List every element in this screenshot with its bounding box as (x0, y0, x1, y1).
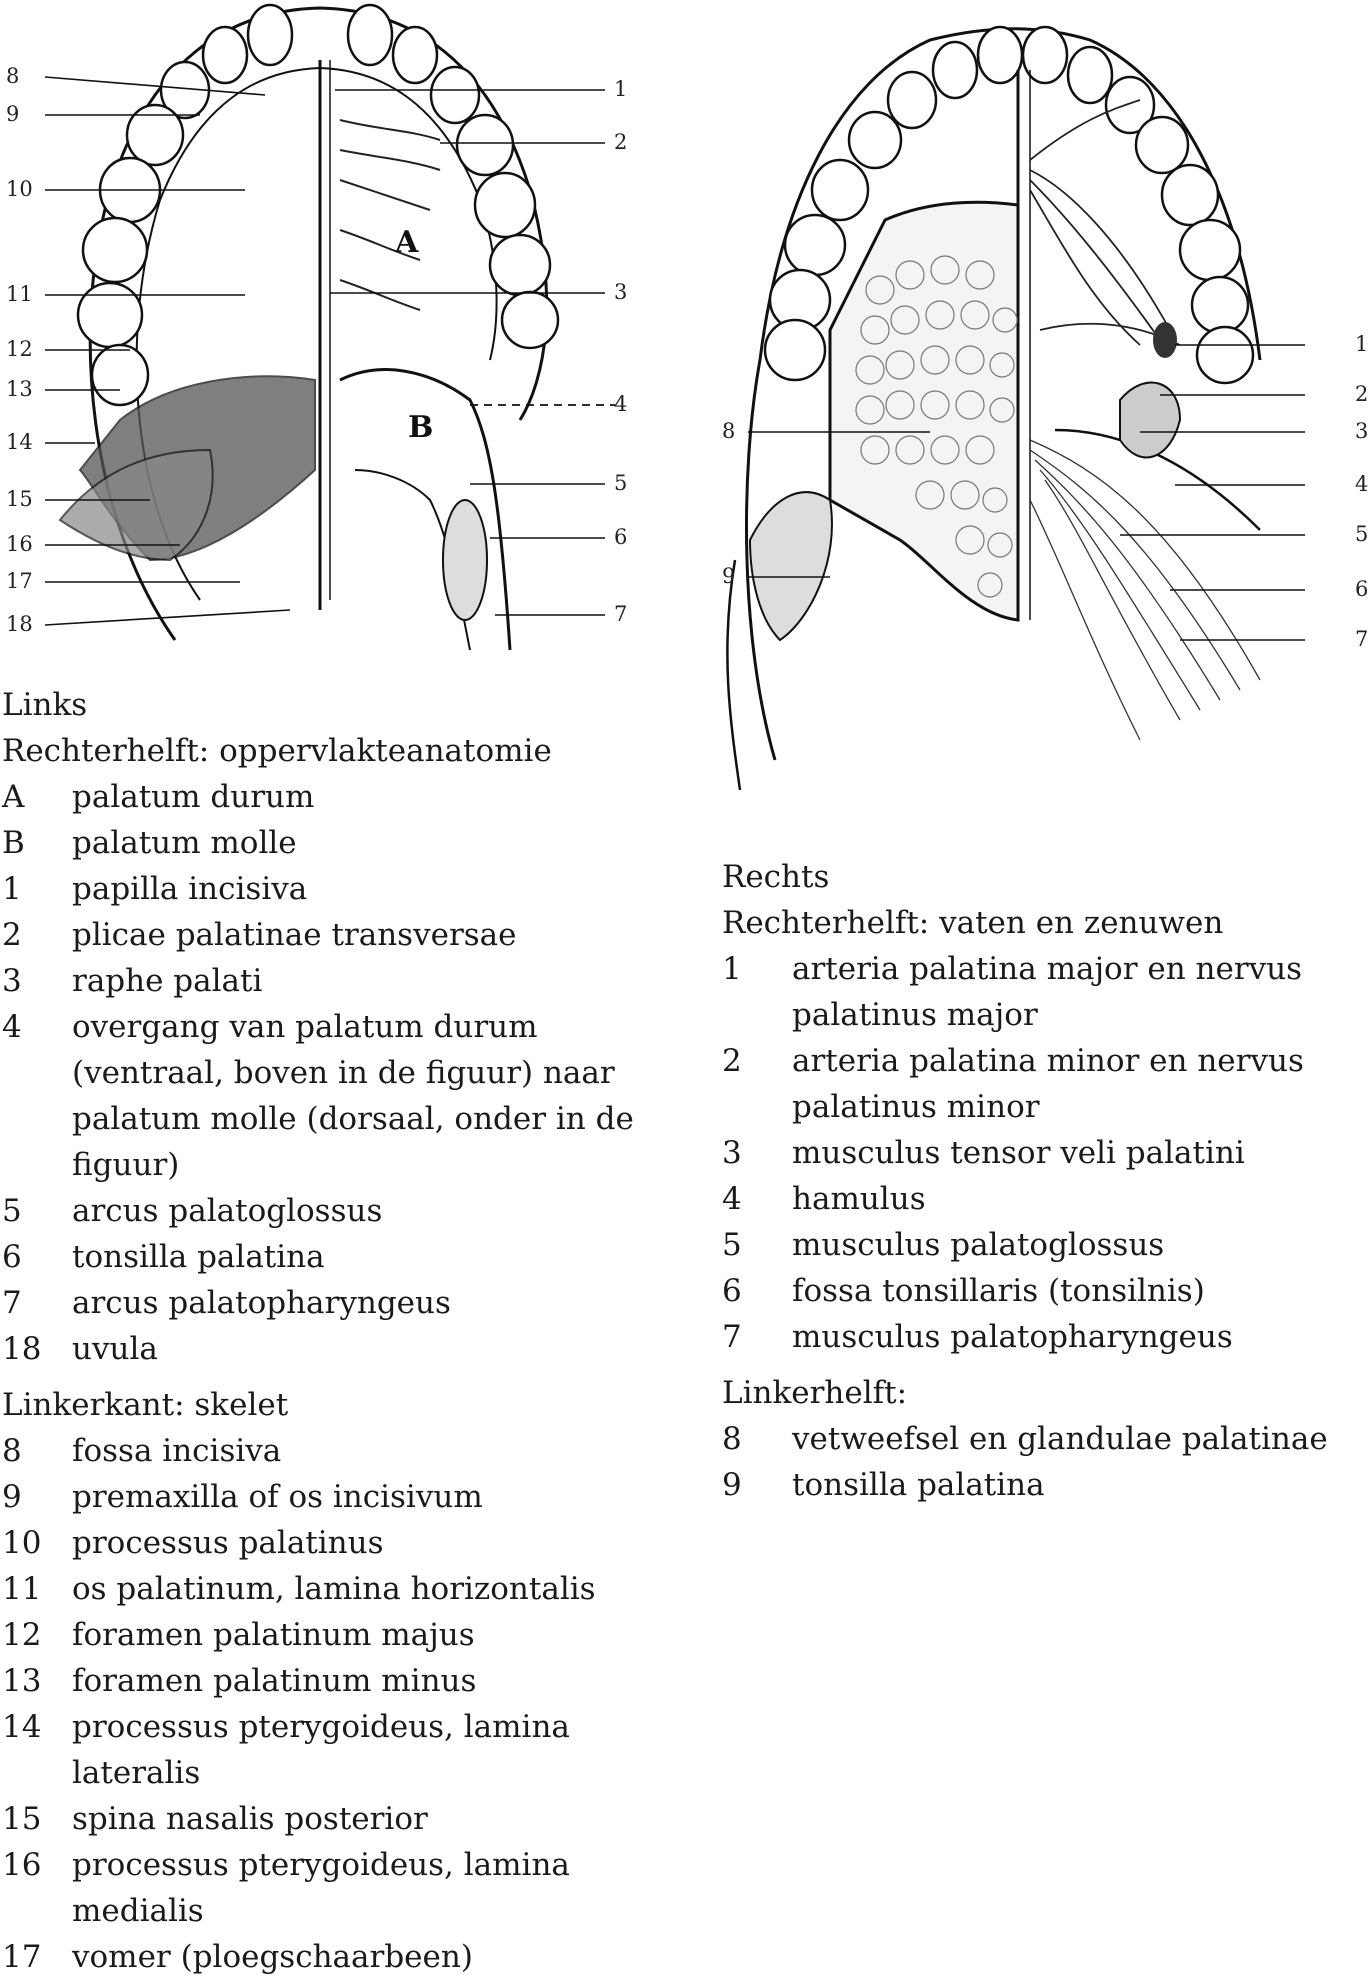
legend-text: vetweefsel en glandulae palatinae (792, 1421, 1328, 1457)
legend-text: processus palatinus (72, 1525, 384, 1561)
legend-right-subtitle-2: Linkerhelft: (722, 1375, 908, 1411)
left-fig-num-16: 16 (6, 532, 33, 556)
legend-key: 6 (722, 1273, 742, 1309)
legend-item (2, 1842, 692, 1934)
legend-key: A (2, 779, 25, 815)
legend-text: papilla incisiva (72, 871, 308, 907)
left-fig-num-5: 5 (614, 471, 628, 495)
legend-key: 12 (2, 1617, 42, 1653)
legend-left-subtitle: Rechterhelft: oppervlakteanatomie (2, 733, 552, 769)
legend-item (2, 1326, 692, 1372)
legend-item (722, 1130, 1362, 1176)
right-fig-num-7: 7 (1355, 627, 1369, 651)
legend-item (2, 820, 692, 866)
legend-text: arcus palatopharyngeus (72, 1285, 451, 1321)
legend-text: foramen palatinum majus (72, 1617, 475, 1653)
legend-item (2, 1704, 692, 1796)
legend-key: 1 (722, 951, 742, 987)
legend-key: 16 (2, 1847, 42, 1883)
legend-key: 5 (722, 1227, 742, 1263)
legend-item (2, 1796, 692, 1842)
legend-text: musculus tensor veli palatini (792, 1135, 1245, 1171)
legend-left-items (2, 774, 692, 1372)
legend-item (2, 1188, 692, 1234)
legend-item (2, 1428, 692, 1474)
legend-item (722, 1268, 1362, 1314)
legend-text: arcus palatoglossus (72, 1193, 383, 1229)
legend-key: 5 (2, 1193, 22, 1229)
legend-item (722, 946, 1362, 1038)
legend-right (722, 854, 1362, 1508)
left-fig-num-3: 3 (614, 280, 628, 304)
legend-item (722, 1038, 1362, 1130)
legend-key: 9 (722, 1467, 742, 1503)
region-label-a: A (395, 225, 419, 260)
legend-key: 11 (2, 1571, 42, 1607)
legend-key: 7 (2, 1285, 22, 1321)
legend-text: fossa tonsillaris (tonsilnis) (792, 1273, 1205, 1309)
legend-item (2, 1566, 692, 1612)
left-palate-drawing (0, 0, 700, 680)
legend-text: premaxilla of os incisivum (72, 1479, 483, 1515)
legend-key: 1 (2, 871, 22, 907)
legend-text: musculus palatoglossus (792, 1227, 1165, 1263)
legend-item (2, 1280, 692, 1326)
right-palate-figure (700, 0, 1371, 790)
legend-item (2, 774, 692, 820)
right-fig-num-4: 4 (1355, 472, 1369, 496)
legend-key: 7 (722, 1319, 742, 1355)
right-fig-num-8: 8 (722, 419, 736, 443)
region-label-b: B (408, 410, 434, 445)
legend-item (722, 1314, 1362, 1360)
left-palate-figure (0, 0, 700, 680)
left-fig-num-4: 4 (614, 392, 628, 416)
legend-text: arteria palatina minor en nervus palatinus minor (792, 1043, 1304, 1125)
legend-text: tonsilla palatina (792, 1467, 1045, 1503)
legend-key: 18 (2, 1331, 42, 1367)
left-fig-num-13: 13 (6, 377, 33, 401)
legend-item (722, 1222, 1362, 1268)
legend-text: tonsilla palatina (72, 1239, 325, 1275)
legend-item (2, 912, 692, 958)
left-fig-num-14: 14 (6, 430, 33, 454)
legend-key: 4 (722, 1181, 742, 1217)
legend-text: foramen palatinum minus (72, 1663, 477, 1699)
left-fig-num-15: 15 (6, 487, 33, 511)
legend-text: arteria palatina major en nervus palatinus major (792, 951, 1303, 1033)
legend-item (2, 1004, 692, 1188)
legend-text: overgang van palatum durum (ventraal, boven in de figuur) naar palatum molle (dorsaal, onder in de figuur) (72, 1009, 634, 1183)
legend-key: 2 (722, 1043, 742, 1079)
legend-text: raphe palati (72, 963, 263, 999)
left-fig-num-12: 12 (6, 337, 33, 361)
legend-item (2, 1612, 692, 1658)
legend-key: 15 (2, 1801, 42, 1837)
legend-item (2, 1520, 692, 1566)
left-fig-num-18: 18 (6, 612, 33, 636)
legend-text: fossa incisiva (72, 1433, 282, 1469)
legend-key: 14 (2, 1709, 42, 1745)
right-fig-num-3: 3 (1355, 419, 1369, 443)
legend-item (2, 1658, 692, 1704)
legend-text: palatum molle (72, 825, 297, 861)
legend-item (2, 1474, 692, 1520)
left-fig-num-6: 6 (614, 525, 628, 549)
legend-text: processus pterygoideus, lamina lateralis (72, 1709, 570, 1791)
legend-right-title: Rechts (722, 859, 830, 895)
legend-key: 13 (2, 1663, 42, 1699)
left-fig-num-10: 10 (6, 177, 33, 201)
left-fig-num-9: 9 (6, 102, 20, 126)
legend-key: 6 (2, 1239, 22, 1275)
legend-item (2, 866, 692, 912)
legend-text: hamulus (792, 1181, 926, 1217)
legend-key: 3 (2, 963, 22, 999)
left-fig-num-17: 17 (6, 569, 33, 593)
legend-text: palatum durum (72, 779, 315, 815)
legend-key: 8 (2, 1433, 22, 1469)
legend-left (2, 682, 692, 1980)
legend-item (2, 958, 692, 1004)
right-fig-num-2: 2 (1355, 382, 1369, 406)
legend-right-items-2 (722, 1416, 1362, 1508)
left-fig-num-7: 7 (614, 602, 628, 626)
legend-text: os palatinum, lamina horizontalis (72, 1571, 596, 1607)
legend-key: 10 (2, 1525, 42, 1561)
legend-left-items-2 (2, 1428, 692, 1980)
legend-item (722, 1416, 1362, 1462)
right-fig-num-6: 6 (1355, 577, 1369, 601)
legend-text: plicae palatinae transversae (72, 917, 517, 953)
legend-item (722, 1176, 1362, 1222)
legend-text: processus pterygoideus, lamina medialis (72, 1847, 570, 1929)
legend-text: musculus palatopharyngeus (792, 1319, 1233, 1355)
left-fig-num-2: 2 (614, 130, 628, 154)
legend-item (722, 1462, 1362, 1508)
legend-item (2, 1934, 692, 1980)
legend-left-title: Links (2, 687, 88, 723)
legend-key: 8 (722, 1421, 742, 1457)
left-fig-num-1: 1 (614, 77, 628, 101)
legend-key: 3 (722, 1135, 742, 1171)
right-fig-num-5: 5 (1355, 522, 1369, 546)
legend-text: vomer (ploegschaarbeen) (72, 1939, 473, 1975)
legend-key: 2 (2, 917, 22, 953)
legend-item (2, 1234, 692, 1280)
legend-text: spina nasalis posterior (72, 1801, 428, 1837)
legend-key: 4 (2, 1009, 22, 1045)
left-fig-num-11: 11 (6, 282, 33, 306)
legend-text: uvula (72, 1331, 158, 1367)
legend-right-items (722, 946, 1362, 1360)
right-fig-num-1: 1 (1355, 332, 1369, 356)
left-fig-num-8: 8 (6, 64, 20, 88)
legend-key: 9 (2, 1479, 22, 1515)
legend-right-subtitle: Rechterhelft: vaten en zenuwen (722, 905, 1224, 941)
legend-key: 17 (2, 1939, 42, 1975)
legend-left-subtitle-2: Linkerkant: skelet (2, 1387, 289, 1423)
right-fig-num-9: 9 (722, 564, 736, 588)
right-palate-drawing (700, 0, 1371, 790)
legend-key: B (2, 825, 25, 861)
